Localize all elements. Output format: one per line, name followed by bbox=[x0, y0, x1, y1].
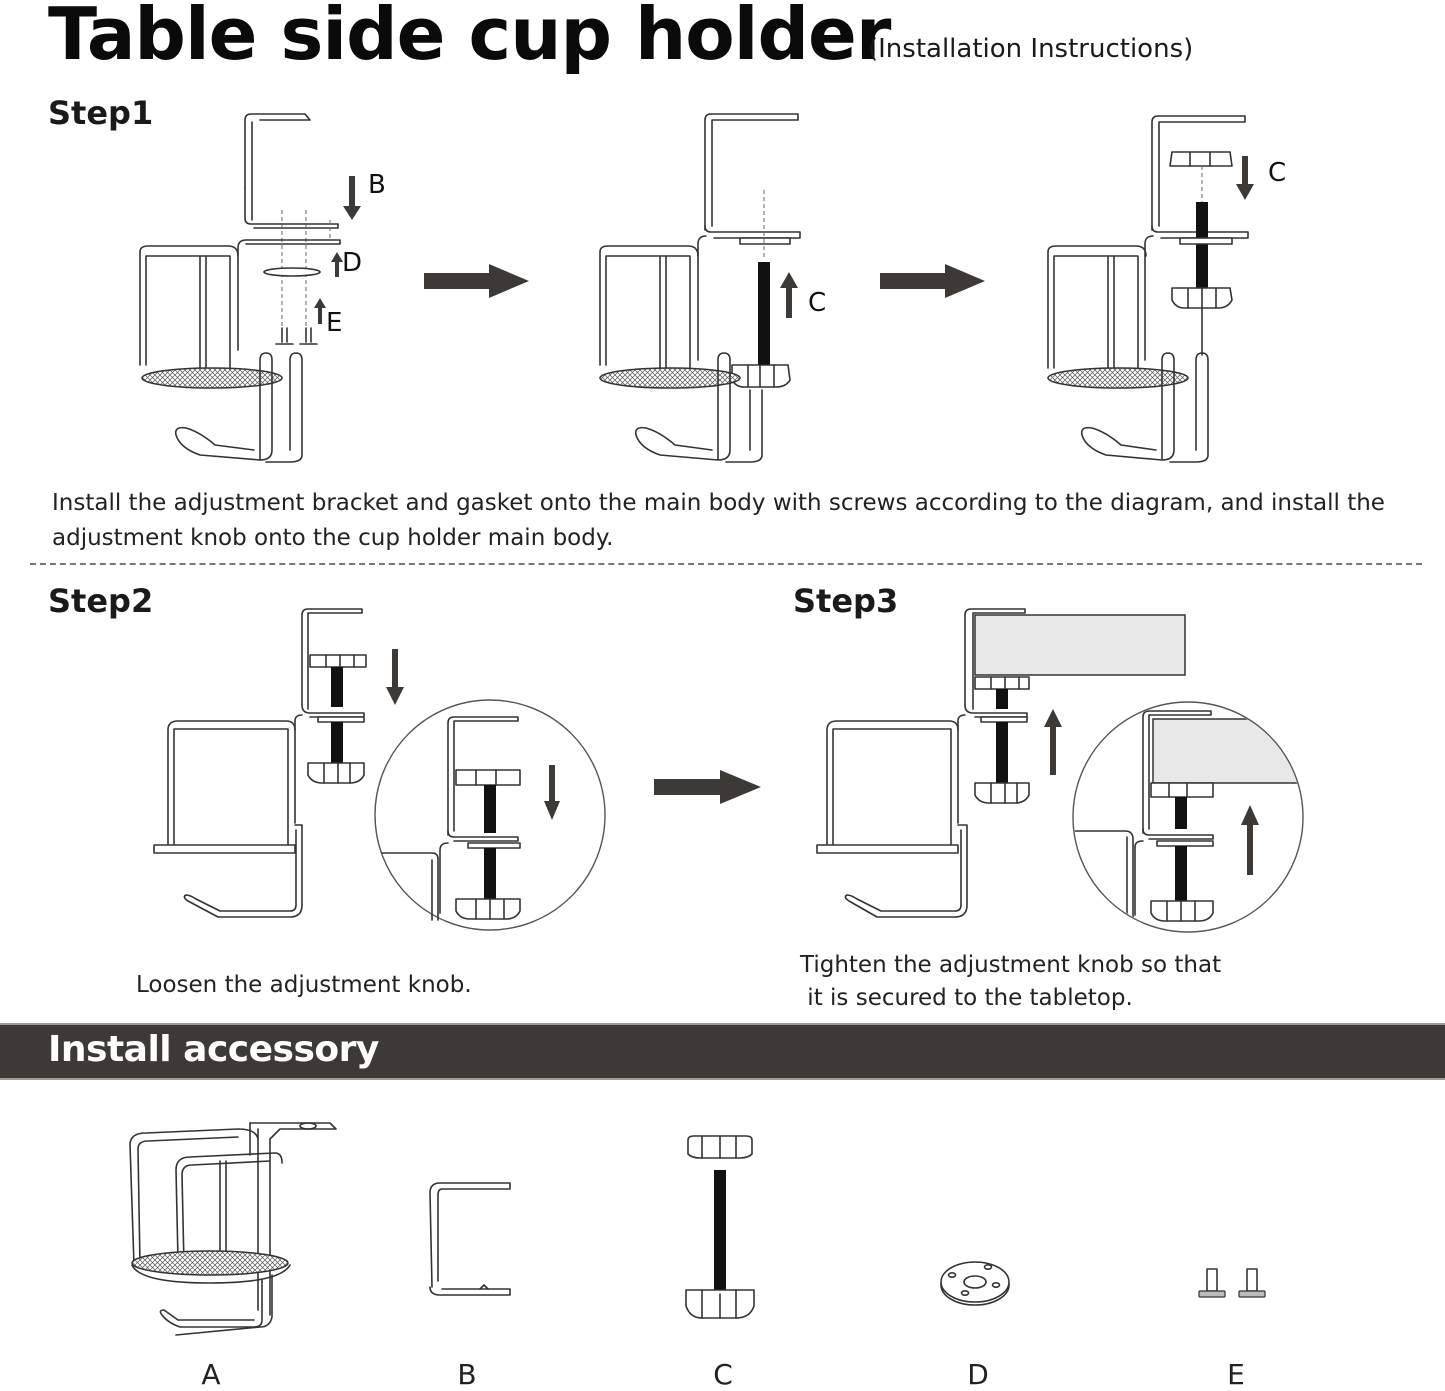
section-divider bbox=[30, 563, 1422, 565]
bracket-icon bbox=[420, 1175, 520, 1300]
callout-e: E bbox=[326, 308, 343, 338]
part-label-a: A bbox=[201, 1358, 221, 1391]
step1-instruction-line2: adjustment knob onto the cup holder main body. bbox=[52, 525, 614, 551]
step2-loosen-diagram bbox=[150, 605, 620, 935]
install-accessory-banner bbox=[0, 1023, 1445, 1080]
step3-instruction-line2: it is secured to the tabletop. bbox=[800, 985, 1133, 1011]
install-accessory-title: Install accessory bbox=[48, 1029, 379, 1070]
callout-c-down: C bbox=[1268, 158, 1287, 188]
step1-knob-assembled-diagram bbox=[1030, 110, 1290, 470]
step1-label: Step1 bbox=[48, 94, 154, 132]
step-arrow-icon bbox=[654, 770, 762, 804]
step2-instruction: Loosen the adjustment knob. bbox=[136, 972, 472, 998]
part-label-b: B bbox=[457, 1358, 477, 1391]
page-title: Table side cup holder bbox=[48, 0, 891, 76]
step-arrow-icon bbox=[424, 264, 530, 298]
cup-holder-body-icon bbox=[120, 1115, 350, 1350]
part-label-e: E bbox=[1227, 1358, 1245, 1391]
step1-instruction-line1: Install the adjustment bracket and gasket onto the main body with screws according to the diagram, and install the bbox=[52, 490, 1385, 516]
adjustment-knob-screw-icon bbox=[680, 1130, 770, 1325]
screws-icon bbox=[1195, 1265, 1275, 1305]
step3-tighten-diagram bbox=[815, 605, 1315, 935]
step1-exploded-diagram bbox=[130, 110, 390, 470]
gasket-icon bbox=[935, 1255, 1015, 1310]
step2-label: Step2 bbox=[48, 582, 154, 620]
callout-b: B bbox=[368, 170, 386, 200]
step-arrow-icon bbox=[880, 264, 986, 298]
page-subtitle: (Installation Instructions) bbox=[868, 34, 1194, 64]
part-label-d: D bbox=[967, 1358, 989, 1391]
callout-c-up: C bbox=[808, 288, 827, 318]
part-label-c: C bbox=[713, 1358, 733, 1391]
step3-instruction-line1: Tighten the adjustment knob so that bbox=[800, 952, 1222, 978]
callout-d: D bbox=[342, 248, 363, 278]
step3-label: Step3 bbox=[793, 582, 899, 620]
